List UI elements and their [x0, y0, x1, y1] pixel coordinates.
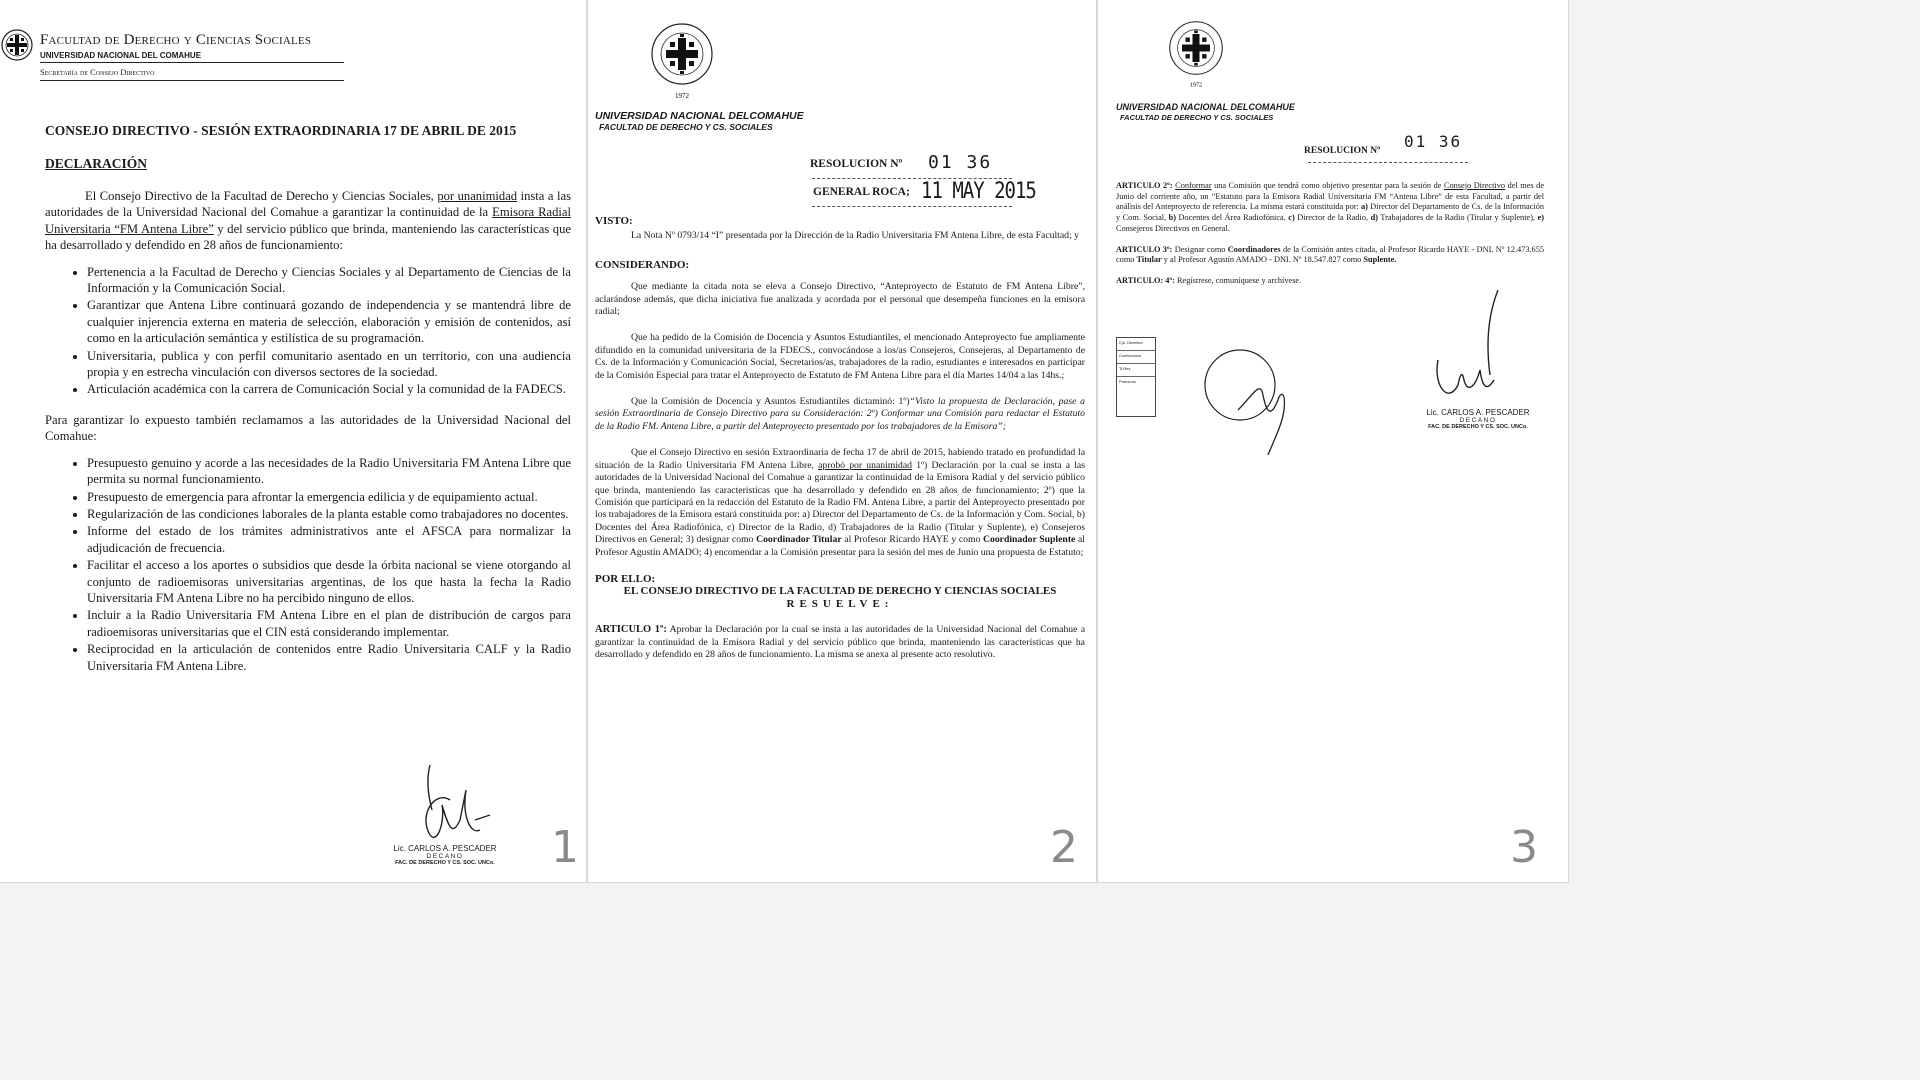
- considerando-paragraph: Que la Comisión de Docencia y Asuntos Estudiantiles dictaminó: 1º)“Visto la propuesta de Declaración, pase a sesión Extraordinaria de Consejo Directivo para su Consideración: 2º) Conformar una Comisión para redactar el Estatuto de la Radio FM. Antena Libre, a partir del Anteproyecto presentado por los trabajadores de la Emisora”;: [595, 396, 1085, 432]
- stamp-row: Protocolo: [1119, 379, 1136, 384]
- page-number: 3: [1510, 822, 1538, 873]
- handwritten-signature-icon: [390, 760, 500, 850]
- list-item: • Reciprocidad en la articulación de contenidos entre Radio Universitaria CALF y la Radio Universitaria FM Antena Libre.: [87, 641, 571, 674]
- por-ello-heading: POR ELLO:: [595, 572, 656, 585]
- resolution-number: 01 36: [928, 152, 993, 173]
- divider: [40, 62, 344, 63]
- council-heading: EL CONSEJO DIRECTIVO DE LA FACULTAD DE DERECHO Y CIENCIAS SOCIALES: [623, 585, 1057, 598]
- resolution-label: RESOLUCION Nº: [810, 158, 903, 170]
- signer-name: Lic. CARLOS A. PESCADER: [1426, 408, 1530, 417]
- list-item: • Universitaria, publica y con perfil comunitario asentado en un territorio, con una audiencia propia y en estrecha vinculación con diversos sectores de la sociedad.: [87, 348, 571, 381]
- university-name: UNIVERSIDAD NACIONAL DELCOMAHUE: [1116, 102, 1295, 112]
- list-item: • Facilitar el acceso a los aportes o subsidios que desde la órbita nacional se viene otorgando al conjunto de radioemisoras universitarias argentinas, de los que hasta la fecha la Radio Universitaria FM Antena Libre no ha percibido ninguno de ellos.: [87, 557, 571, 606]
- session-title: CONSEJO DIRECTIVO - SESIÓN EXTRAORDINARIA 17 DE ABRIL DE 2015: [45, 123, 517, 138]
- divider: [40, 80, 344, 81]
- considerando-paragraph: Que mediante la citada nota se eleva a Consejo Directivo, “Anteproyecto de Estatuto de FM Antena Libre”, aclarándose además, que dicha iniciativa fue analizada y acordada por el personal que desempeña funciones en la emisora radial;: [595, 281, 1085, 318]
- page-number: 1: [551, 822, 579, 873]
- list-item: • Garantizar que Antena Libre continuará gozando de independencia y se mantendrá libre de cualquier injerencia externa en materia de selección, elaboración y emisión de contenidos, así como en la articulación semántica y estilística de su programación.: [87, 297, 571, 346]
- article-1: ARTICULO 1º: Aprobar la Declaración por la cual se insta a las autoridades de la Universidad Nacional del Comahue a garantizar la continuidad de la Emisora Radial y del servicio público que brinda, manteniendo las características que ha desarrollado y defendido en 28 años de funcionamiento. La misma se anexa al presente acto resolutivo.: [595, 624, 1086, 660]
- visto-paragraph: La Nota Nº 0793/14 “I” presentada por la Dirección de la Radio Universitaria FM Antena Libre, de esta Facultad; y: [631, 230, 1079, 242]
- page-1: [0, 0, 586, 882]
- resuelve-heading: RESUELVE:: [786, 597, 894, 610]
- signer-name: Lic. CARLOS A. PESCADER: [393, 844, 497, 853]
- faculty-name: Facultad de Derecho y Ciencias Sociales: [40, 32, 312, 48]
- university-seal-icon: [650, 22, 714, 102]
- resolution-label: RESOLUCION Nº: [1304, 146, 1381, 156]
- secretary-signature-icon: [1198, 340, 1308, 460]
- article-3: ARTICULO 3º: Designar como Coordinadores de la Comisión antes citada, al Profesor Ricardo HAYE - DNI. Nº 12.473.655 como Titular y al Profesor Agustín AMADO - DNI. Nº 18.547.827 como Suplente.: [1116, 244, 1544, 265]
- list-item: • Presupuesto de emergencia para afrontar la emergencia edilicia y de equipamiento actual.: [87, 489, 571, 505]
- signature-block: [1418, 408, 1538, 430]
- page-3: [1098, 0, 1568, 882]
- secretariat-name: Secretaría de Consejo Directivo: [40, 67, 155, 77]
- considerando-paragraph: Que ha pedido de la Comisión de Docencia y Asuntos Estudiantiles, el mencionado Anteproyecto fue ampliamente difundido en la comunidad universitaria de la FDECS., convocándose a los/as Consejeros, Consejeras, al Departamento de Cs. de la Información y Comunicación Social, Secretarios/as, trabajadores de la radio, estudiantes e interesados en participar de la Comisión Especial para tratar el Anteproyecto de Estatuto de FM Antena Libre para el día Martes 14/04 a las 14hs.;: [595, 332, 1085, 381]
- declaration-body: [45, 188, 571, 688]
- resolution-number: 01 36: [1404, 132, 1463, 151]
- stamp-row: Ti.Res: [1117, 364, 1155, 377]
- considerando-paragraph: Que el Consejo Directivo en sesión Extraordinaria de fecha 17 de abril de 2015, habiendo tratado en profundidad la situación de la Radio Universitaria FM Antena Libre, aprobó por unanimidad 1º) Declaración por la cual se insta a las autoridades de la Universidad Nacional del Comahue a garantizar la continuidad de la Emisora Radial y del servicio público que brinda, manteniendo las características que ha desarrollado y defendido en 28 años de funcionamiento; 2º) que la Comisión que participará en la redacción del Estatuto de la Radio FM. Antena Libre, a partir del Anteproyecto presentado por los trabajadores de la Emisora estará constituida por: a) Director del Departamento de Cs. de la Información y Com. Social, b) Docentes del Área Radiofónica, c) Director de la Radio, d) Trabajadores de la Radio (Titular y Suplente), e) Consejeros Directivos en General; 3) designar como Coordinador Titular al Profesor Ricardo HAYE y como Coordinador Suplente al Profesor Agustín AMADO; 4) encomendar a la Comisión presentar para la sesión del mes de Junio una propuesta de Estatuto;: [595, 447, 1085, 558]
- article-2: ARTICULO 2º: Conformar una Comisión que tendrá como objetivo presentar para la sesión de Consejo Directivo del mes de Junio del corriente año, un “Estatuto para la Emisora Radial Universitaria FM “Antena Libre” de esta Facultad, a partir del análisis del Anteproyecto de referencia. La misma estará constituida por: a) Director del Departamento de Cs. de la Información y Com. Social, b) Docentes del Área Radiofónica, c) Director de la Radio, d) Trabajadores de la Radio (Titular y Suplente), e) Consejeros Directivos en General.: [1116, 181, 1545, 233]
- list-item: • Regularización de las condiciones laborales de la planta estable como trabajadores no docentes.: [87, 506, 571, 522]
- university-logo-icon: [0, 28, 34, 62]
- list-item: • Presupuesto genuino y acorde a las necesidades de la Radio Universitaria FM Antena Libre que permita su normal funcionamiento.: [87, 455, 571, 488]
- university-seal-icon: [1168, 18, 1224, 92]
- university-name: UNIVERSIDAD NACIONAL DEL COMAHUE: [40, 51, 202, 60]
- signer-role: DECANO: [426, 853, 464, 860]
- visto-heading: VISTO:: [595, 215, 633, 227]
- university-name: UNIVERSIDAD NACIONAL DELCOMAHUE: [595, 110, 804, 122]
- list-item: • Articulación académica con la carrera de Comunicación Social y la comunidad de la FADECS.: [87, 381, 571, 397]
- svg-text:1972: 1972: [1189, 82, 1203, 89]
- list-item: • Incluir a la Radio Universitaria FM Antena Libre en el plan de distribución de cargos para radioemisoras universitarias que el CIN está considerando implementar.: [87, 607, 571, 640]
- list-item: • Pertenencia a la Facultad de Derecho y Ciencias Sociales y al Departamento de Ciencias de la Información y la Comunicación Social.: [87, 264, 571, 297]
- signature-block: [380, 844, 510, 866]
- considerando-heading: CONSIDERANDO:: [595, 258, 690, 271]
- resolution-body: [1116, 181, 1544, 297]
- page-number: 2: [1050, 822, 1078, 873]
- declaration-intro: El Consejo Directivo de la Facultad de Derecho y Ciencias Sociales, por unanimidad insta a las autoridades de la Universidad Nacional del Comahue a garantizar la continuidad de la Emisora Radial Universitaria “FM Antena Libre” y del servicio público que brinda, manteniendo las características que ha desarrollado y defendido en 28 años de funcionamiento:: [45, 189, 571, 253]
- signer-faculty: FAC. DE DERECHO Y CS. SOC. UNCo.: [1428, 424, 1528, 430]
- stamped-date: 11 MAY 2015: [921, 178, 1036, 204]
- demands-intro: Para garantizar lo expuesto también reclamamos a las autoridades de la Universidad Nacional del Comahue:: [45, 412, 571, 444]
- signer-role: DECANO: [1459, 417, 1497, 424]
- article-4: ARTICULO: 4º: Regístrese, comuníquese y archívese.: [1116, 275, 1302, 285]
- stamp-row: Confeccionó: [1117, 351, 1155, 364]
- divider: [812, 206, 1012, 207]
- declaration-heading: DECLARACIÓN: [45, 156, 148, 171]
- characteristics-list: [45, 264, 571, 398]
- demands-list: [45, 455, 571, 674]
- faculty-name: FACULTAD DE DERECHO Y CS. SOCIALES: [1120, 113, 1274, 122]
- list-item: • Informe del estado de los trámites administrativos ante el AFSCA para normalizar la adjudicación de frecuencia.: [87, 523, 571, 556]
- signer-faculty: FAC. DE DERECHO Y CS. SOC. UNCo.: [395, 860, 495, 866]
- stamp-row: Cjo. Directivo: [1117, 338, 1155, 351]
- svg-text:1972: 1972: [675, 92, 689, 100]
- place-label: GENERAL ROCA;: [813, 186, 910, 198]
- office-stamp: [1116, 337, 1156, 417]
- faculty-name: FACULTAD DE DERECHO Y CS. SOCIALES: [599, 122, 773, 132]
- dean-signature-icon: [1428, 285, 1528, 415]
- divider: [1308, 162, 1468, 163]
- page-2: [588, 0, 1096, 882]
- resolution-body: [595, 215, 1085, 671]
